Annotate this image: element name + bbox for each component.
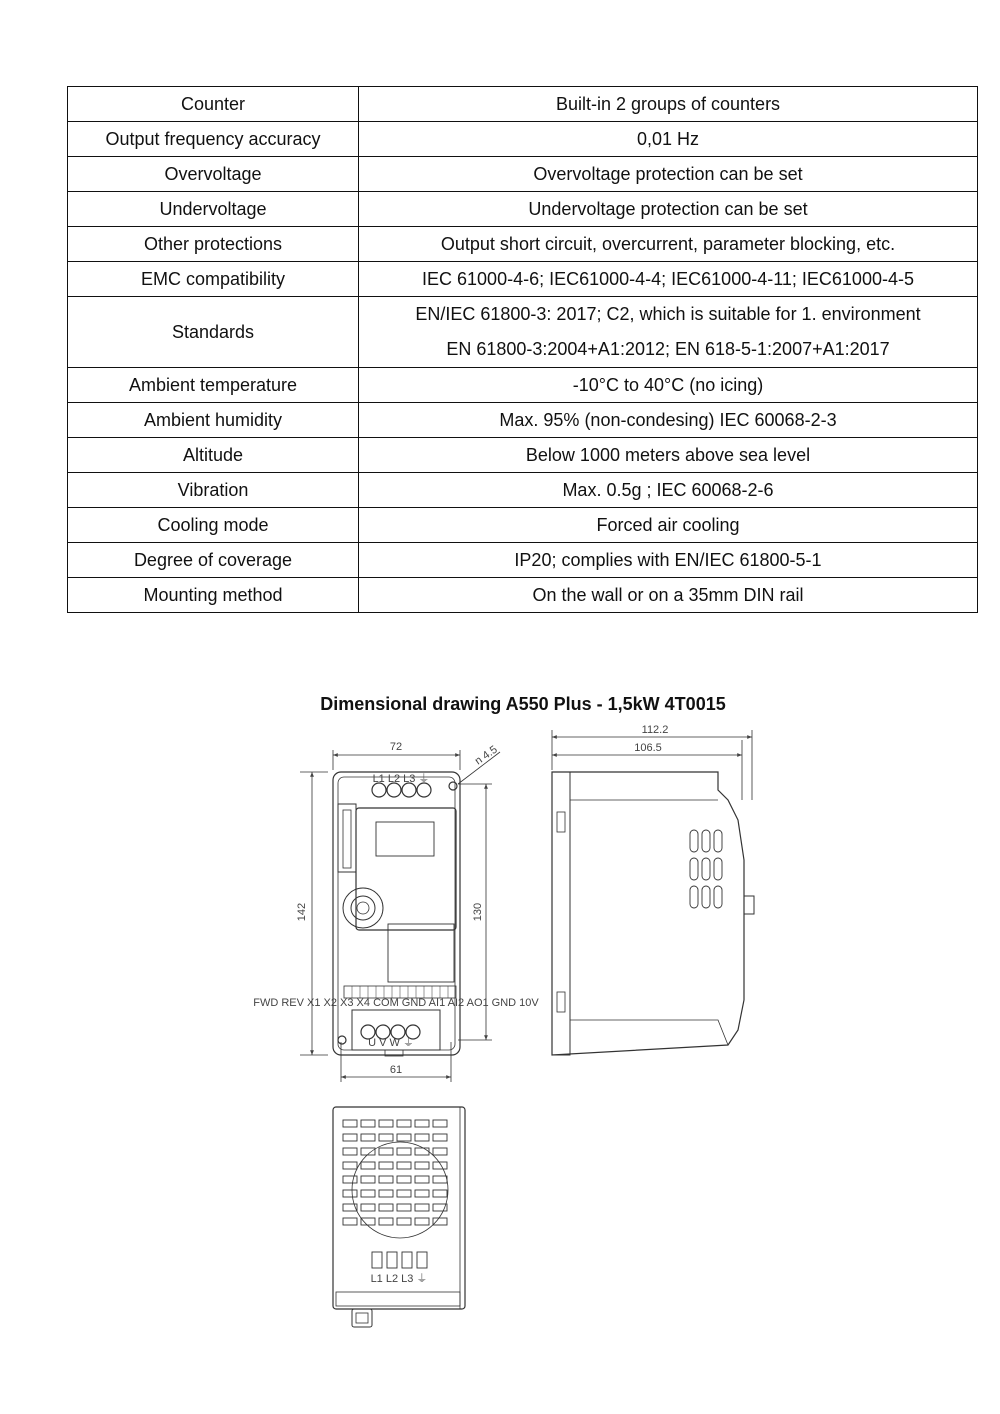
spec-label: Standards [68, 297, 359, 368]
dim-side-depth-total: 112.2 [641, 724, 669, 736]
svg-text:L1 L2 L3 ⏚: L1 L2 L3 ⏚ [372, 773, 430, 785]
spec-value-line: EN/IEC 61800-3: 2017; C2, which is suitable for 1. environment [415, 304, 921, 324]
svg-text:U V W ⏚: U V W ⏚ [368, 1037, 414, 1049]
dim-mount-width: 61 [389, 1064, 403, 1076]
svg-text:FWD REV X1 X2 X3 X4 COM GND AI: FWD REV X1 X2 X3 X4 COM GND AI1 AI2 AO1 GND 10V [253, 997, 539, 1009]
spec-label: Cooling mode [68, 508, 359, 543]
spec-value: On the wall or on a 35mm DIN rail [359, 578, 978, 613]
rear-terminals [371, 1252, 428, 1285]
spec-label: Other protections [68, 227, 359, 262]
spec-value: Output short circuit, overcurrent, parameter blocking, etc. [359, 227, 978, 262]
front-view [253, 741, 539, 1082]
svg-text:L1 L2 L3 ⏚: L1 L2 L3 ⏚ [370, 1273, 428, 1285]
spec-value: Undervoltage protection can be set [359, 192, 978, 227]
spec-value: -10°C to 40°C (no icing) [359, 368, 978, 403]
spec-label: Undervoltage [68, 192, 359, 227]
spec-label: Altitude [68, 438, 359, 473]
top-terminals [372, 772, 431, 797]
spec-value: Built-in 2 groups of counters [359, 87, 978, 122]
spec-label: Counter [68, 87, 359, 122]
spec-label: Output frequency accuracy [68, 122, 359, 157]
dim-side-depth: 106.5 [634, 742, 662, 754]
spec-value-line: EN 61800-3:2004+A1:2012; EN 618-5-1:2007+A1:2017 [446, 339, 890, 359]
spec-label: EMC compatibility [68, 262, 359, 297]
spec-label: Overvoltage [68, 157, 359, 192]
rear-view [333, 1107, 465, 1327]
spec-value: IP20; complies with EN/IEC 61800-5-1 [359, 543, 978, 578]
side-view [552, 724, 754, 1055]
spec-label: Vibration [68, 473, 359, 508]
control-terminals [253, 986, 539, 1009]
spec-value: Forced air cooling [359, 508, 978, 543]
dim-front-width: 72 [389, 741, 403, 753]
spec-label: Degree of coverage [68, 543, 359, 578]
spec-label: Ambient humidity [68, 403, 359, 438]
drawing-title: Dimensional drawing A550 Plus - 1,5kW 4T0015 [320, 694, 726, 714]
spec-value: Overvoltage protection can be set [359, 157, 978, 192]
spec-value: IEC 61000-4-6; IEC61000-4-4; IEC61000-4-11; IEC61000-4-5 [359, 262, 978, 297]
spec-value: Below 1000 meters above sea level [359, 438, 978, 473]
dim-hole: n 4.5 [472, 743, 500, 768]
bottom-terminals [361, 1025, 420, 1049]
dim-front-height: 142 [296, 902, 308, 922]
spec-value: 0,01 Hz [359, 122, 978, 157]
spec-value: Max. 0.5g ; IEC 60068-2-6 [359, 473, 978, 508]
spec-value: Max. 95% (non-condesing) IEC 60068-2-3 [359, 403, 978, 438]
spec-label: Mounting method [68, 578, 359, 613]
spec-label: Ambient temperature [68, 368, 359, 403]
dim-mount-height: 130 [472, 902, 484, 922]
